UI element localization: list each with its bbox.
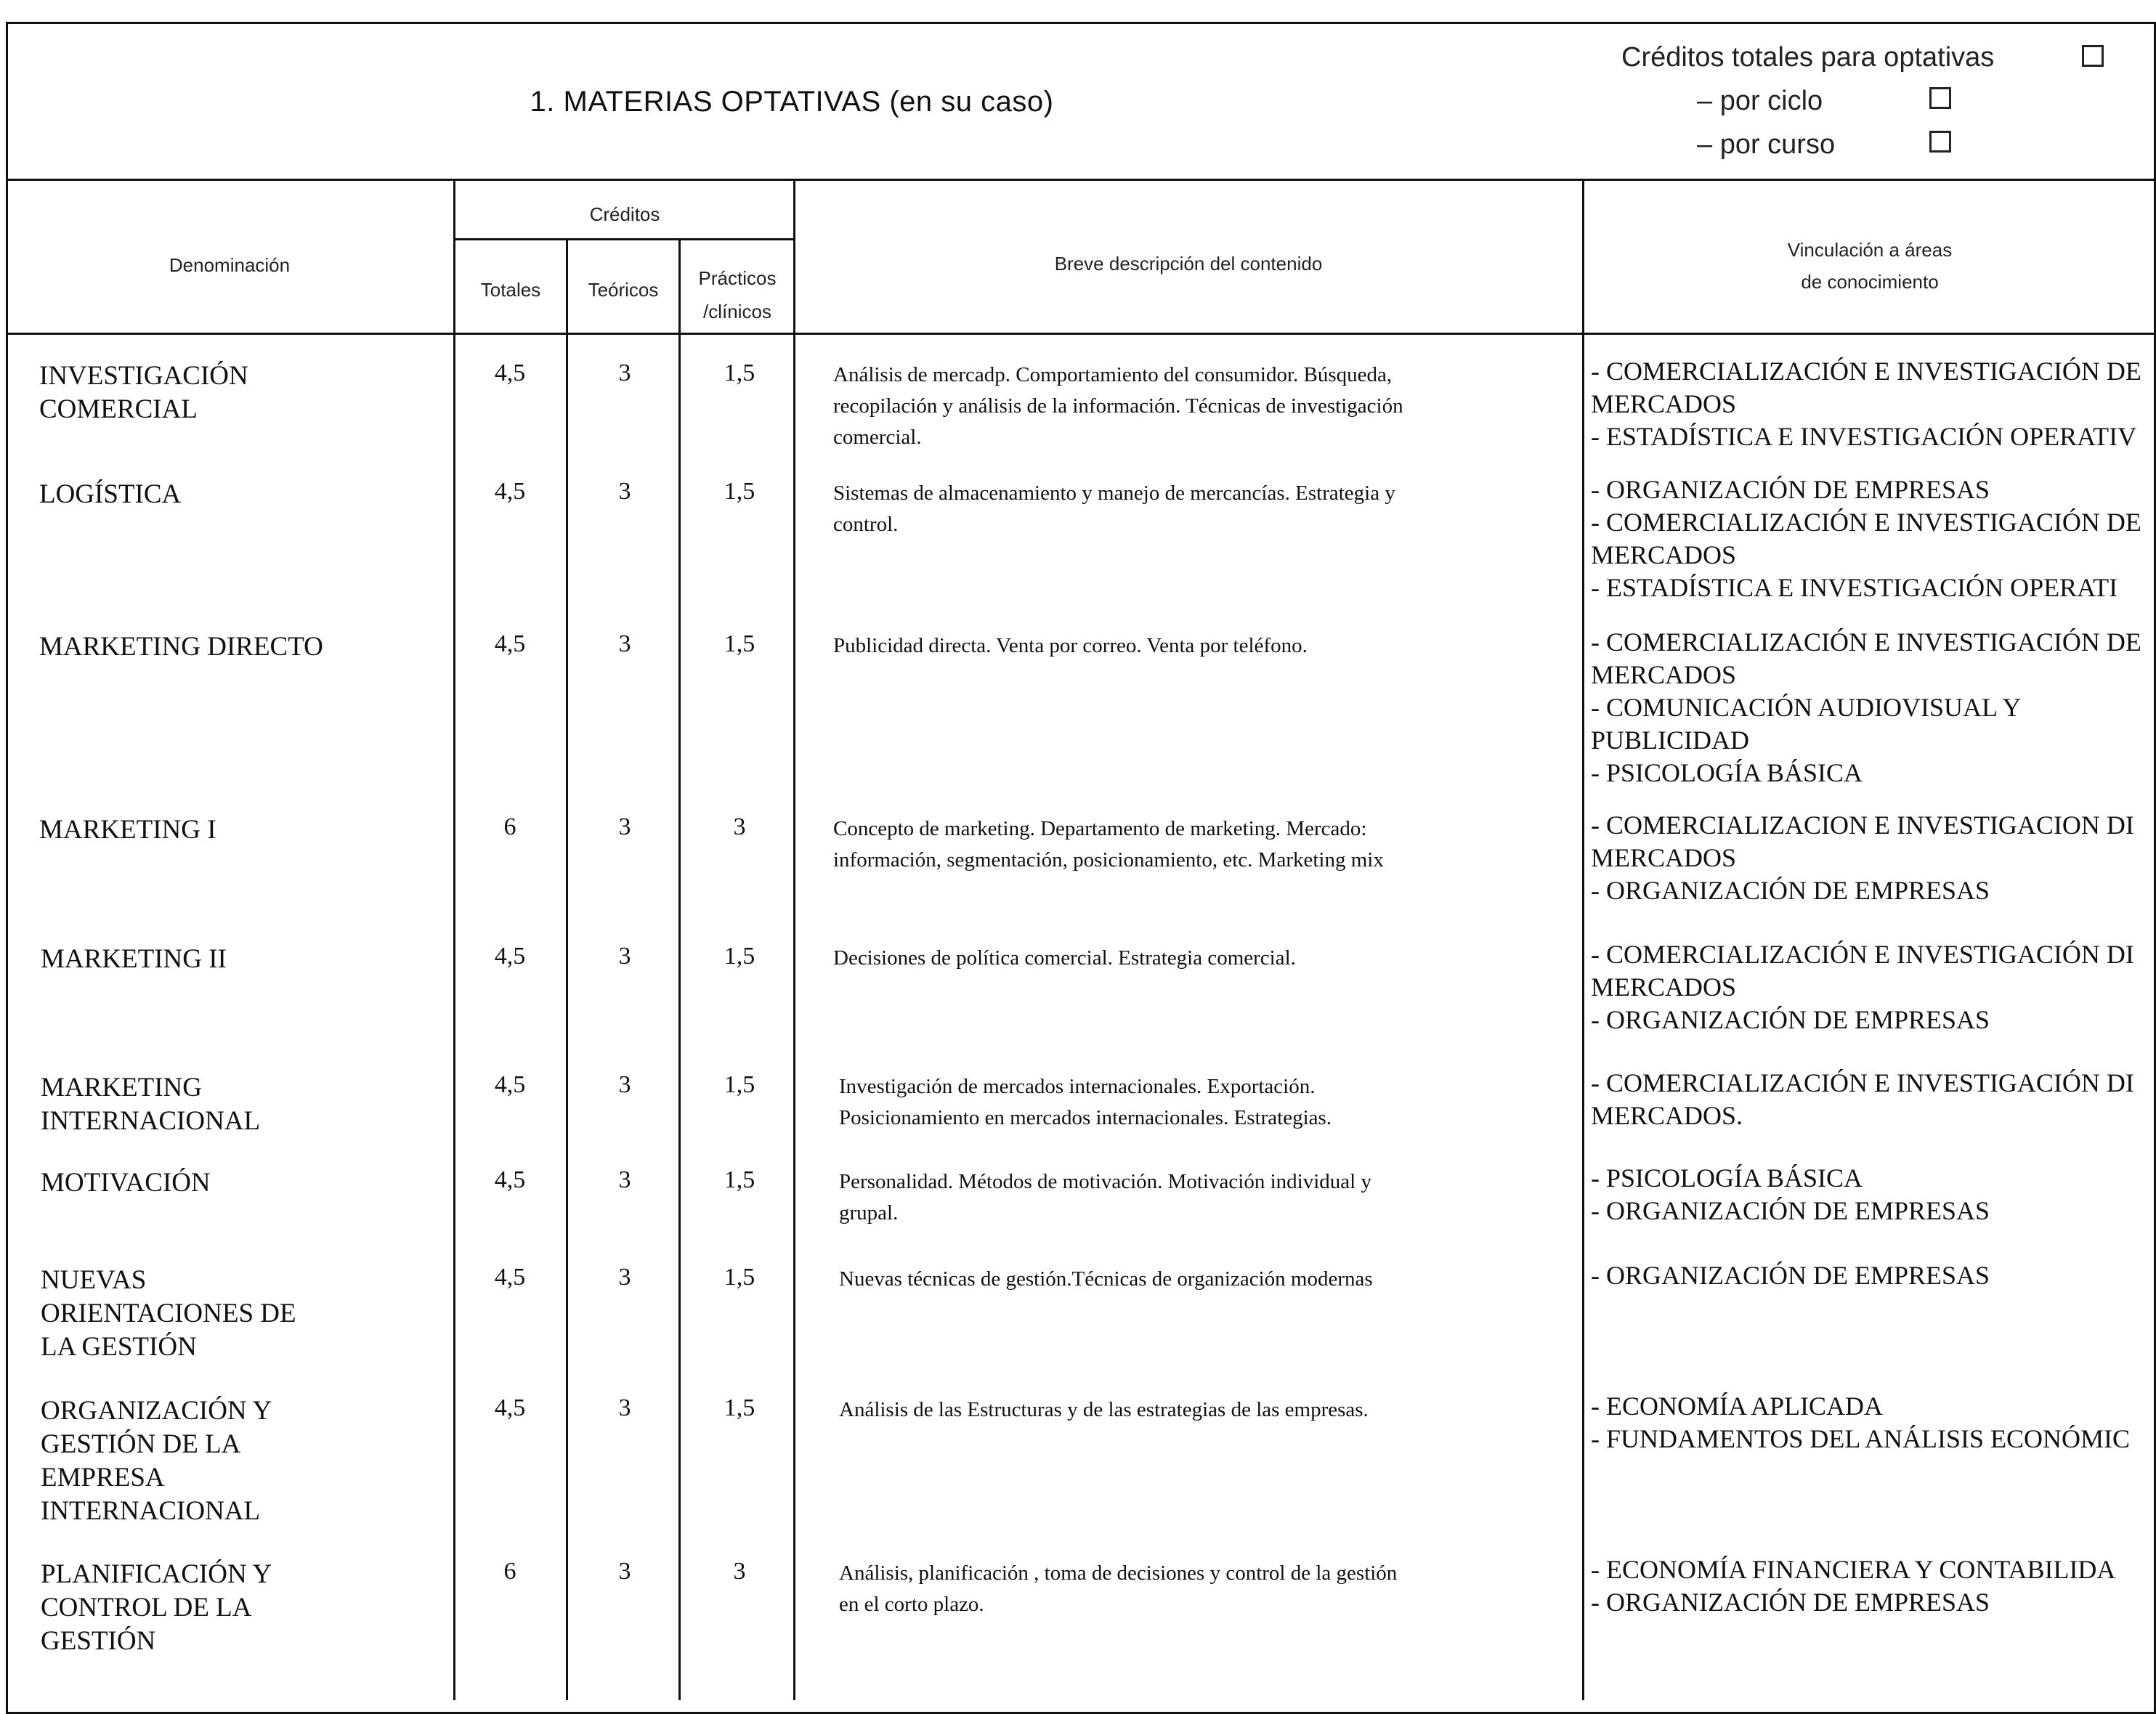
row-vinculacion-line: MERCADOS (1591, 843, 1737, 872)
row-vinculacion (1591, 809, 2156, 907)
row-descripcion-line: grupal. (839, 1201, 899, 1224)
row-descripcion-line: Nuevas técnicas de gestión.Técnicas de organización modernas (839, 1267, 1373, 1291)
row-descripcion-line: Análisis de mercadp. Comportamiento del consumidor. Búsqueda, (833, 363, 1393, 386)
row-totales: 6 (503, 813, 516, 840)
row-descripcion-line: en el corto plazo. (839, 1593, 984, 1616)
row-denominacion (41, 1166, 447, 1200)
row-denominacion-line: MARKETING (41, 1073, 202, 1102)
row-descripcion-line: Personalidad. Métodos de motivación. Motivación individual y (839, 1170, 1371, 1193)
header-vinculacion-line2: de conocimiento (1801, 271, 1939, 293)
row-descripcion-line: Concepto de marketing. Departamento de marketing. Mercado: (833, 817, 1367, 840)
row-totales: 4,5 (494, 1394, 526, 1421)
row-teoricos: 3 (618, 943, 631, 970)
header-denominacion: Denominación (169, 254, 291, 276)
row-denominacion-line: LOGÍSTICA (39, 479, 182, 509)
header-creditos: Créditos (589, 203, 660, 225)
credits-total-label: Créditos totales para optativas (1621, 42, 1995, 73)
row-vinculacion-line: MERCADOS (1591, 540, 1737, 569)
row-vinculacion-line: - ORGANIZACIÓN DE EMPRESAS (1591, 1261, 1990, 1290)
row-vinculacion-line: - ECONOMÍA FINANCIERA Y CONTABILIDA (1591, 1555, 2116, 1584)
row-vinculacion-line: - ECONOMÍA APLICADA (1591, 1392, 1884, 1421)
row-denominacion (41, 1558, 447, 1658)
row-descripcion-line: Análisis, planificación , toma de decisiones y control de la gestión (839, 1561, 1398, 1585)
row-denominacion-line: MARKETING II (41, 944, 227, 974)
column-header-divider (6, 333, 2156, 335)
row-vinculacion-line: MERCADOS. (1591, 1101, 1743, 1130)
row-teoricos: 3 (618, 1264, 631, 1291)
row-vinculacion-line: - COMUNICACIÓN AUDIOVISUAL Y (1591, 693, 2022, 722)
row-descripcion (839, 1558, 1493, 1620)
header-totales: Totales (480, 279, 541, 301)
row-totales: 4,5 (494, 943, 526, 970)
row-descripcion-line: Investigación de mercados internacionales. Exportación. (839, 1075, 1316, 1098)
row-denominacion-line: MARKETING I (39, 815, 216, 845)
col-line-4 (793, 179, 795, 1700)
row-practicos: 1,5 (724, 943, 755, 970)
row-vinculacion-line: - COMERCIALIZACIÓN E INVESTIGACIÓN DE (1591, 627, 2141, 657)
header-divider (6, 179, 2156, 181)
row-totales: 6 (503, 1558, 516, 1585)
row-denominacion-line: INTERNACIONAL (41, 1496, 261, 1526)
row-teoricos: 3 (618, 1394, 631, 1421)
row-teoricos: 3 (618, 630, 631, 657)
row-totales: 4,5 (494, 630, 526, 657)
row-totales: 4,5 (494, 1166, 526, 1193)
row-descripcion-line: Sistemas de almacenamiento y manejo de mercancías. Estrategia y (833, 482, 1395, 505)
row-vinculacion-line: - ORGANIZACIÓN DE EMPRESAS (1591, 1196, 1990, 1225)
row-denominacion-line: GESTIÓN DE LA (41, 1429, 241, 1459)
row-practicos: 1,5 (724, 360, 755, 386)
row-vinculacion-line: - COMERCIALIZACIÓN E INVESTIGACIÓN DI (1591, 1068, 2134, 1097)
row-descripcion-line: Análisis de las Estructuras y de las estrategias de las empresas. (839, 1398, 1369, 1421)
row-practicos: 1,5 (724, 1166, 755, 1193)
row-denominacion (39, 360, 446, 426)
row-denominacion (41, 1071, 447, 1138)
row-totales: 4,5 (494, 360, 526, 386)
row-vinculacion (1591, 938, 2156, 1036)
row-practicos: 1,5 (724, 1394, 755, 1421)
row-denominacion (39, 630, 446, 664)
row-teoricos: 3 (618, 1071, 631, 1098)
row-totales: 4,5 (494, 478, 526, 505)
row-vinculacion-line: - COMERCIALIZACIÓN E INVESTIGACIÓN DI (1591, 940, 2134, 969)
row-vinculacion (1591, 474, 2156, 604)
credits-total-checkbox[interactable] (2082, 45, 2104, 67)
header-practicos-line1: Prácticos (698, 267, 777, 289)
row-descripcion (839, 1264, 1493, 1295)
row-vinculacion-line: - ESTADÍSTICA E INVESTIGACIÓN OPERATI (1591, 573, 2118, 602)
row-denominacion-line: COMERCIAL (39, 394, 198, 424)
row-practicos: 3 (733, 1558, 746, 1585)
row-denominacion (41, 943, 447, 976)
row-vinculacion-line: - FUNDAMENTOS DEL ANÁLISIS ECONÓMIC (1591, 1424, 2131, 1453)
row-denominacion-line: INTERNACIONAL (41, 1106, 261, 1136)
row-vinculacion-line: - COMERCIALIZACION E INVESTIGACION DI (1591, 811, 2134, 840)
row-vinculacion-line: MERCADOS (1591, 389, 1737, 418)
row-vinculacion-line: - ORGANIZACIÓN DE EMPRESAS (1591, 876, 1990, 905)
row-practicos: 1,5 (724, 630, 755, 657)
row-descripcion (833, 630, 1487, 662)
row-vinculacion-line: - ORGANIZACIÓN DE EMPRESAS (1591, 475, 1990, 504)
row-denominacion-line: CONTROL DE LA (41, 1593, 252, 1622)
row-vinculacion-line: - COMERCIALIZACIÓN E INVESTIGACIÓN DE (1591, 508, 2141, 537)
header-practicos-line2: /clínicos (703, 301, 771, 322)
row-vinculacion (1591, 1162, 2156, 1227)
row-descripcion-line: información, segmentación, posicionamiento, etc. Marketing mix (833, 848, 1384, 872)
row-vinculacion-line: - PSICOLOGÍA BÁSICA (1591, 758, 1863, 787)
row-descripcion-line: control. (833, 513, 899, 536)
row-teoricos: 3 (618, 1166, 631, 1193)
per-cycle-label: – por ciclo (1697, 86, 1823, 116)
row-vinculacion-line: - COMERCIALIZACIÓN E INVESTIGACIÓN DE (1591, 357, 2141, 386)
per-course-label: – por curso (1697, 129, 1836, 160)
row-teoricos: 3 (618, 478, 631, 505)
row-descripcion-line: Decisiones de política comercial. Estrategia comercial. (833, 946, 1296, 970)
row-descripcion-line: comercial. (833, 426, 922, 449)
row-descripcion (839, 1394, 1493, 1426)
header-descripcion: Breve descripción del contenido (1054, 253, 1323, 275)
row-vinculacion-line: - ORGANIZACIÓN DE EMPRESAS (1591, 1005, 1990, 1034)
row-totales: 4,5 (494, 1264, 526, 1291)
row-denominacion-line: ORGANIZACIÓN Y (41, 1396, 272, 1426)
row-practicos: 1,5 (724, 478, 755, 505)
col-line-2 (566, 238, 568, 1700)
col-line-1 (453, 179, 455, 1700)
row-descripcion (833, 943, 1487, 974)
row-descripcion-line: Posicionamiento en mercados internacionales. Estrategias. (839, 1106, 1332, 1129)
row-totales: 4,5 (494, 1071, 526, 1098)
row-teoricos: 3 (618, 813, 631, 840)
row-descripcion (833, 478, 1487, 540)
row-vinculacion (1591, 1390, 2156, 1455)
row-vinculacion-line: - ORGANIZACIÓN DE EMPRESAS (1591, 1588, 1990, 1617)
row-vinculacion (1591, 1067, 2156, 1132)
row-vinculacion (1591, 1553, 2156, 1619)
row-denominacion (41, 1264, 447, 1364)
row-vinculacion-line: - PSICOLOGÍA BÁSICA (1591, 1163, 1863, 1193)
row-vinculacion-line: MERCADOS (1591, 660, 1737, 689)
row-practicos: 1,5 (724, 1264, 755, 1291)
creditos-subdivider (455, 238, 795, 240)
row-denominacion-line: EMPRESA (41, 1463, 165, 1492)
row-practicos: 3 (733, 813, 746, 840)
row-vinculacion (1591, 626, 2156, 789)
row-descripcion-line: recopilación y análisis de la información. Técnicas de investigación (833, 394, 1403, 418)
row-vinculacion-line: - ESTADÍSTICA E INVESTIGACIÓN OPERATIV (1591, 422, 2137, 451)
section-title: 1. MATERIAS OPTATIVAS (en su caso) (530, 86, 1054, 118)
row-denominacion (41, 1394, 447, 1528)
row-denominacion (39, 813, 446, 847)
col-line-3 (678, 238, 681, 1700)
row-vinculacion (1591, 1259, 2156, 1292)
row-descripcion-line: Publicidad directa. Venta por correo. Venta por teléfono. (833, 634, 1308, 657)
row-denominacion-line: PLANIFICACIÓN Y (41, 1559, 272, 1589)
row-vinculacion-line: MERCADOS (1591, 972, 1737, 1002)
row-teoricos: 3 (618, 360, 631, 386)
row-vinculacion (1591, 355, 2156, 453)
row-vinculacion-line: PUBLICIDAD (1591, 726, 1750, 755)
row-teoricos: 3 (618, 1558, 631, 1585)
row-denominacion-line: NUEVAS (41, 1265, 147, 1295)
row-denominacion (39, 478, 446, 511)
row-descripcion (839, 1071, 1493, 1134)
row-denominacion-line: GESTIÓN (41, 1626, 156, 1656)
row-denominacion-line: MARKETING DIRECTO (39, 632, 323, 662)
header-vinculacion (1584, 234, 2156, 298)
per-cycle-checkbox[interactable] (1929, 87, 1951, 109)
header-teoricos: Teóricos (588, 279, 659, 301)
row-denominacion-line: ORIENTACIONES DE (41, 1299, 296, 1328)
row-denominacion-line: INVESTIGACIÓN (39, 361, 248, 391)
row-denominacion-line: MOTIVACIÓN (41, 1168, 211, 1198)
row-practicos: 1,5 (724, 1071, 755, 1098)
per-course-checkbox[interactable] (1929, 131, 1951, 153)
header-vinculacion-line1: Vinculación a áreas (1787, 239, 1953, 261)
row-descripcion (833, 813, 1487, 876)
col-line-5 (1582, 179, 1584, 1700)
row-descripcion (833, 360, 1487, 453)
header-practicos (680, 261, 795, 328)
row-denominacion-line: LA GESTIÓN (41, 1332, 197, 1362)
row-descripcion (839, 1166, 1493, 1229)
